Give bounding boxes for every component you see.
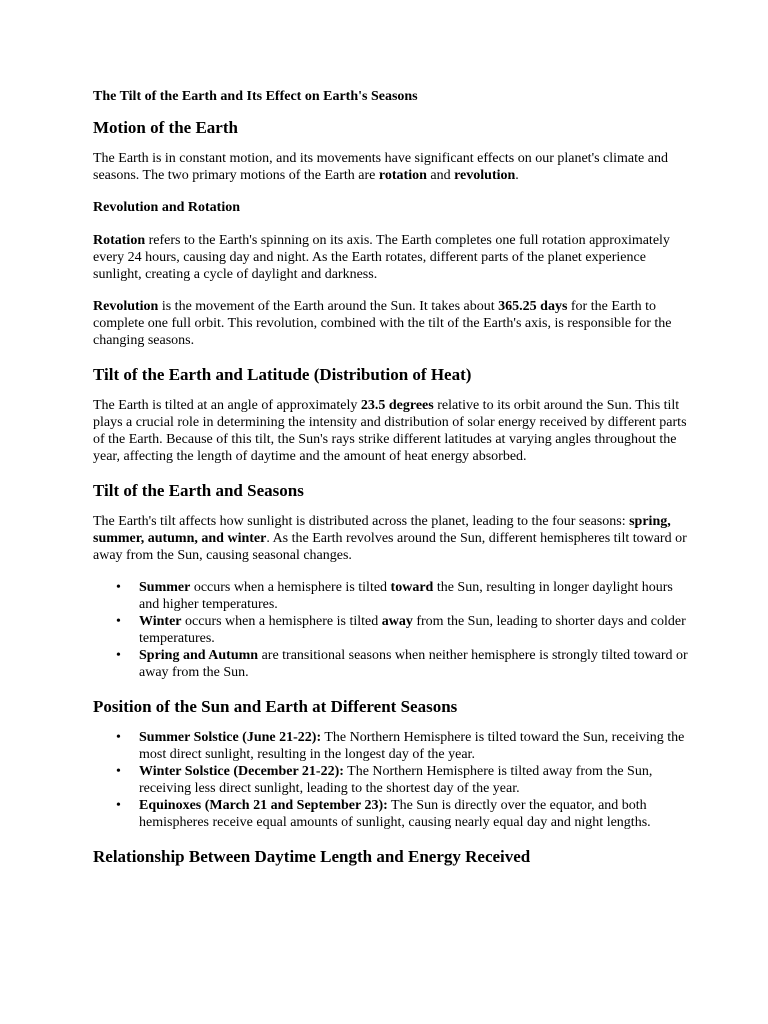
bold-term: away	[381, 614, 413, 629]
bold-term: toward	[390, 580, 434, 595]
text-run: The Earth is in constant motion, and its movements have significant effects on our planet's climate and seasons. The two primary motions of the Earth are	[93, 151, 668, 183]
text-run: is the movement of the Earth around the Sun. It takes about	[158, 299, 499, 314]
text-run: occurs when a hemisphere is tilted	[181, 614, 382, 629]
heading-position-sun-earth: Position of the Sun and Earth at Different Seasons	[93, 697, 458, 716]
text-run: The Earth is tilted at an angle of approximately	[93, 398, 361, 413]
text-run: for the Earth to complete one full orbit. This revolution, combined with the tilt of the Earth's axis, is responsible for the changing seasons.	[93, 299, 672, 348]
heading-tilt-and-seasons: Tilt of the Earth and Seasons	[93, 481, 304, 500]
heading-motion-of-earth: Motion of the Earth	[93, 118, 238, 137]
text-run: and	[426, 168, 455, 183]
text-run: the Sun, resulting in longer daylight hours and higher temperatures.	[139, 580, 673, 612]
bold-term: Summer	[139, 580, 191, 595]
text-run: .	[515, 168, 519, 183]
bold-term-seasons: spring, summer, autumn, and winter	[93, 514, 671, 546]
bold-term: Summer Solstice (June 21-22):	[139, 730, 322, 745]
list-item-summer	[139, 579, 693, 613]
paragraph-tilt-latitude	[93, 397, 693, 465]
heading-daytime-length-energy: Relationship Between Daytime Length and Energy Received	[93, 847, 531, 866]
list-item-winter	[139, 613, 693, 647]
paragraph-motion	[93, 150, 693, 184]
list-item-equinoxes	[139, 797, 693, 831]
bold-term-revolution: Revolution	[93, 299, 159, 314]
text-run: relative to its orbit around the Sun. This tilt plays a crucial role in determining the intensity and distribution of solar energy received by different parts of the Earth. Because of this tilt, the Sun's rays strike different latitudes at varying angles throughout the year, affecting the length of daytime and the amount of heat energy absorbed.	[93, 398, 687, 464]
document-page	[93, 88, 693, 879]
text-run: . As the Earth revolves around the Sun, different hemispheres tilt toward or away from the Sun, causing seasonal changes.	[93, 531, 687, 563]
list-item-spring-autumn	[139, 647, 693, 681]
bold-term-rotation: Rotation	[93, 233, 146, 248]
text-run: are transitional seasons when neither hemisphere is strongly tilted toward or away from the Sun.	[139, 648, 688, 680]
bold-term: Spring and Autumn	[139, 648, 259, 663]
text-run: from the Sun, leading to shorter days and colder temperatures.	[139, 614, 686, 646]
document-title: The Tilt of the Earth and Its Effect on Earth's Seasons	[93, 89, 418, 104]
bold-term: Equinoxes (March 21 and September 23):	[139, 798, 388, 813]
bold-term: Winter Solstice (December 21-22):	[139, 764, 344, 779]
position-list	[93, 729, 693, 831]
heading-tilt-and-latitude: Tilt of the Earth and Latitude (Distribution of Heat)	[93, 365, 472, 384]
paragraph-rotation	[93, 232, 693, 283]
bold-term-degrees: 23.5 degrees	[360, 398, 434, 413]
list-item-winter-solstice	[139, 763, 693, 797]
text-run: refers to the Earth's spinning on its axis. The Earth completes one full rotation approximately every 24 hours, causing day and night. As the Earth rotates, different parts of the planet experience sunlight, creating a cycle of daylight and darkness.	[93, 233, 670, 282]
bold-term-days: 365.25 days	[498, 299, 568, 314]
subheading-revolution-and-rotation: Revolution and Rotation	[93, 200, 241, 215]
bold-term-revolution: revolution	[454, 168, 516, 183]
text-run: The Sun is directly over the equator, and both hemispheres receive equal amounts of sunlight, causing nearly equal day and night lengths.	[139, 798, 651, 830]
paragraph-revolution	[93, 298, 693, 349]
text-run: The Earth's tilt affects how sunlight is distributed across the planet, leading to the four seasons:	[93, 514, 630, 529]
text-run: occurs when a hemisphere is tilted	[190, 580, 391, 595]
text-run: The Northern Hemisphere is tilted away from the Sun, receiving less direct sunlight, leading to the shortest day of the year.	[139, 764, 653, 796]
text-run: The Northern Hemisphere is tilted toward the Sun, receiving the most direct sunlight, resulting in the longest day of the year.	[139, 730, 685, 762]
list-item-summer-solstice	[139, 729, 693, 763]
bold-term: Winter	[139, 614, 182, 629]
paragraph-tilt-seasons	[93, 513, 693, 564]
seasons-list	[93, 579, 693, 681]
bold-term-rotation: rotation	[378, 168, 427, 183]
